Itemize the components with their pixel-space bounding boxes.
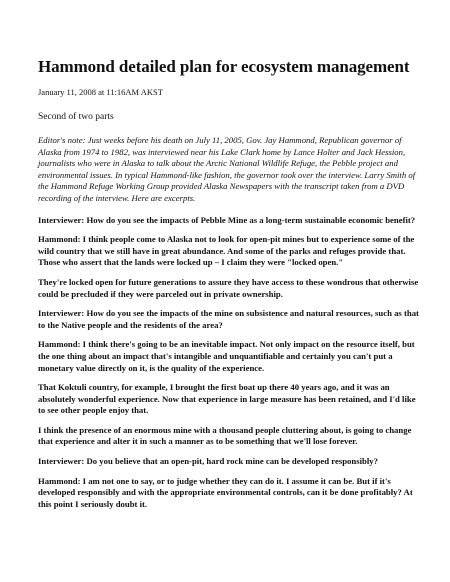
interview-paragraph: Interviewer: How do you see the impacts of Pebble Mine as a long-term sustainable economic benefit? (38, 214, 416, 225)
editors-note: Editor's note: Just weeks before his death on July 11, 2005, Gov. Jay Hammond, Republican governor of Alaska from 1974 to 1982, was interviewed near his Lake Clark home by Lance Holter and Jack Hession, journalists who were in Alaska to talk about the Arctic National Wildlife Refuge, the Pebble project and environmental issues. In typical Hammond-like fashion, the governor took over the interview. Larry Smith of the Hammond Refuge Working Group provided Alaska Newspapers with the transcript taken from a DVD recording of the interview. Here are excerpts. (38, 135, 416, 203)
interview-paragraph: Hammond: I think there's going to be an inevitable impact. Not only impact on the resource itself, but the one thing about an impact that's intangible and unquantifiable and certainly you can't put a monetary value directly on it, is the quality of the experience. (38, 339, 415, 373)
article-dateline: January 11, 2008 at 11:16AM AKST (38, 87, 163, 97)
interview-paragraph: Hammond: I think people come to Alaska not to look for open-pit mines but to experience some of the wild country that we still have in great abundance. And some of the parks and refuges provide that. Those who assert that the lands were locked up – I claim they were "locked open." (38, 234, 415, 268)
article-headline: Hammond detailed plan for ecosystem management (38, 57, 410, 76)
interview-paragraph: Interviewer: Do you believe that an open-pit, hard rock mine can be developed responsibly? (38, 456, 378, 467)
interview-paragraph: I think the presence of an enormous mine with a thousand people cluttering about, is going to change that experience and alter it in such a manner as to be something that we'll lose forever. (38, 424, 412, 447)
interview-paragraph: They're locked open for future generations to assure they have access to these wondrous that otherwise could be precluded if they were parceled out in private ownership. (38, 276, 419, 299)
interview-paragraph: Hammond: I am not one to say, or to judge whether they can do it. I assume it can be. But if it's developed responsibly and with the appropriate environmental controls, can it be done profitably? At this point I seriously doubt it. (38, 475, 413, 509)
interview-paragraph: That Koktuli country, for example, I brought the first boat up there 40 years ago, and it was an absolutely wonderful experience. Now that experience in large measure has been retained, and I'd like to see other people enjoy that. (38, 382, 416, 416)
interview-paragraph: Interviewer: How do you see the impacts of the mine on subsistence and natural resources, such as that to the Native people and the residents of the area? (38, 308, 419, 330)
part-label: Second of two parts (38, 112, 114, 122)
